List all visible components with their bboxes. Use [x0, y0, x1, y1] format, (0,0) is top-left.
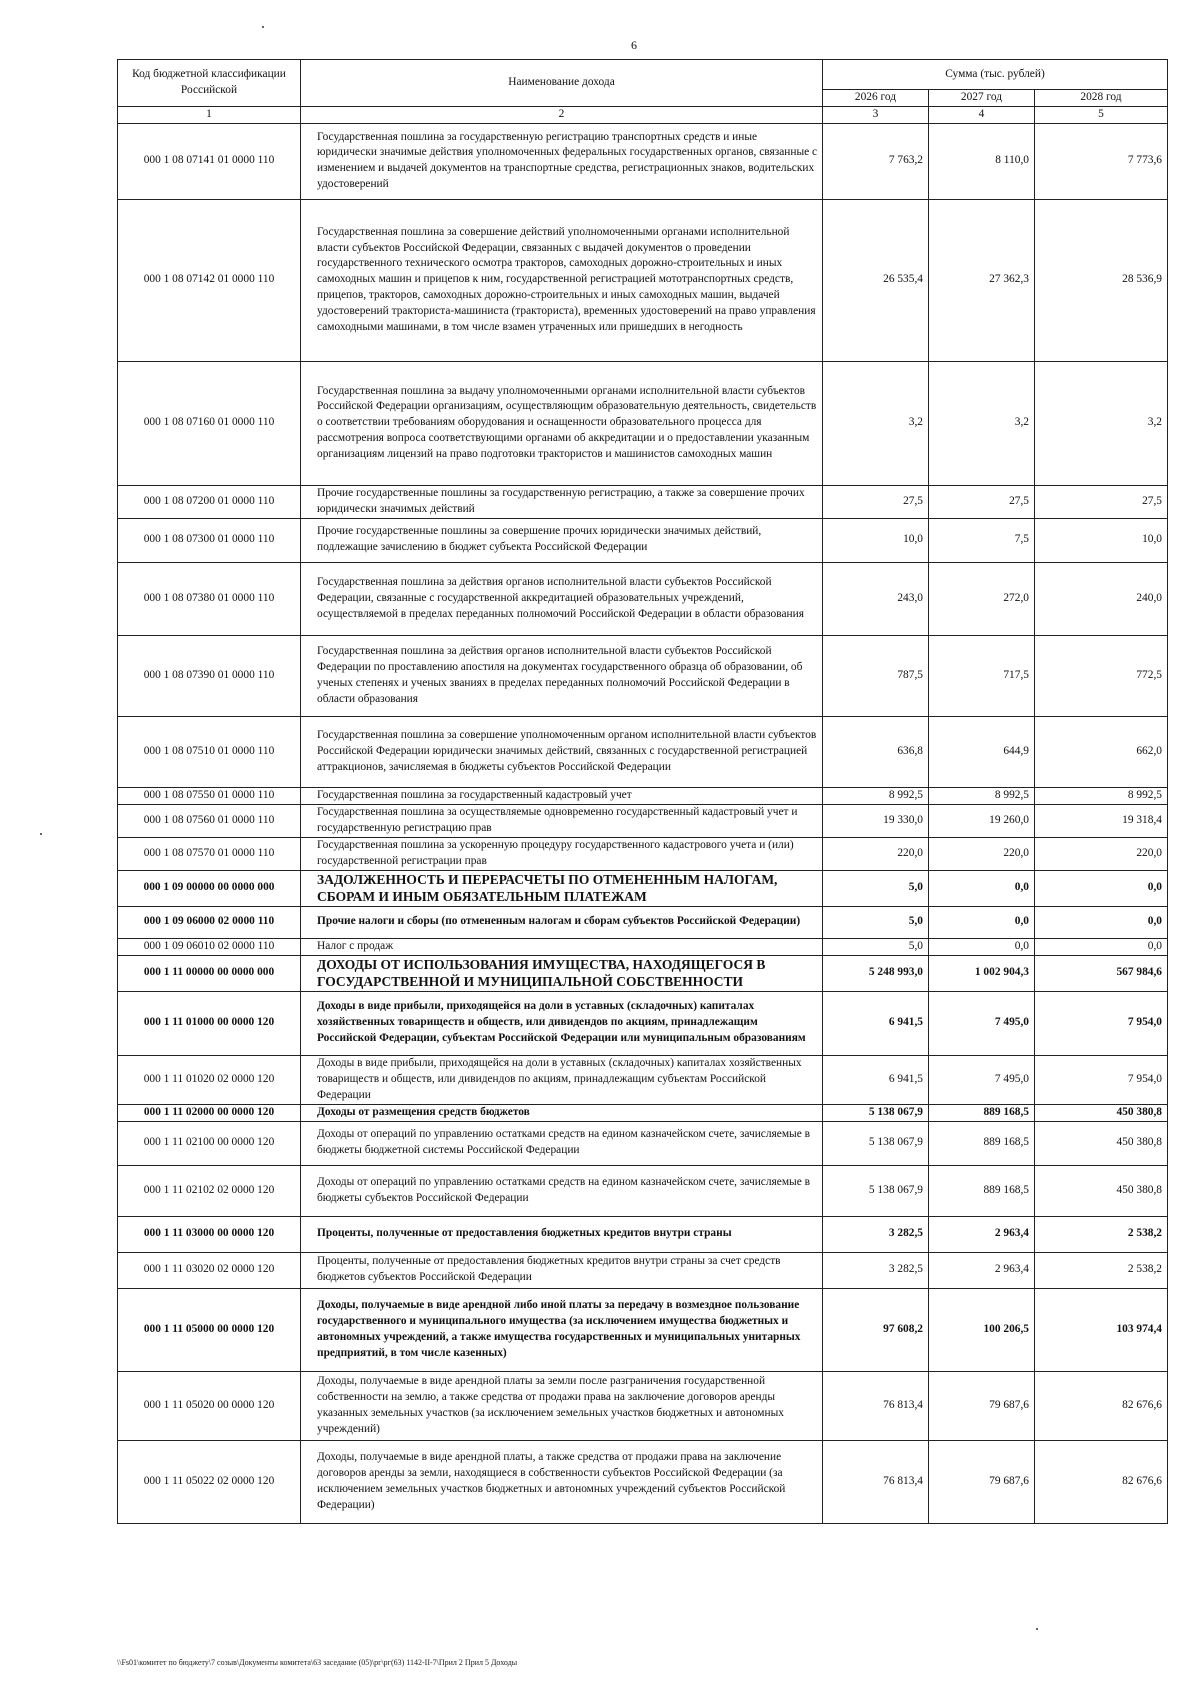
row-value-2026: 7 763,2 — [823, 123, 929, 199]
row-code: 000 1 08 07141 01 0000 110 — [118, 123, 301, 199]
row-value-2028: 82 676,6 — [1035, 1440, 1168, 1523]
row-value-2026: 76 813,4 — [823, 1440, 929, 1523]
table-row — [118, 123, 1168, 199]
row-value-2026: 76 813,4 — [823, 1371, 929, 1440]
row-name: Доходы, получаемые в виде арендной платы за земли после разграничения государственной собственности на землю, а также средства от продажи права на заключение договоров аренды указанных земельных участков (за исключением земельных участков бюджетных и автономных учреждений) — [301, 1371, 823, 1440]
row-value-2027: 3,2 — [929, 361, 1035, 485]
row-value-2028: 82 676,6 — [1035, 1371, 1168, 1440]
row-value-2028: 450 380,8 — [1035, 1165, 1168, 1216]
row-name: Государственная пошлина за совершение уполномоченным органом исполнительной власти субъектов Российской Федерации юридически значимых действий, связанных с государственной регистрацией аттракционов, зачисляемая в бюджеты субъектов Российской Федерации — [301, 716, 823, 787]
row-value-2027: 79 687,6 — [929, 1440, 1035, 1523]
row-value-2026: 243,0 — [823, 562, 929, 635]
row-value-2027: 889 168,5 — [929, 1104, 1035, 1121]
row-value-2028: 0,0 — [1035, 906, 1168, 938]
row-code: 000 1 09 00000 00 0000 000 — [118, 870, 301, 906]
row-value-2026: 3,2 — [823, 361, 929, 485]
row-value-2028: 772,5 — [1035, 635, 1168, 716]
row-name: Проценты, полученные от предоставления бюджетных кредитов внутри страны — [301, 1216, 823, 1252]
row-code: 000 1 11 05020 00 0000 120 — [118, 1371, 301, 1440]
row-name: Прочие налоги и сборы (по отмененным налогам и сборам субъектов Российской Федерации) — [301, 906, 823, 938]
table-row — [118, 361, 1168, 485]
row-value-2028: 103 974,4 — [1035, 1288, 1168, 1371]
row-value-2027: 7 495,0 — [929, 991, 1035, 1055]
row-value-2026: 5 248 993,0 — [823, 955, 929, 991]
table-row — [118, 991, 1168, 1055]
row-code: 000 1 08 07142 01 0000 110 — [118, 199, 301, 361]
row-value-2026: 6 941,5 — [823, 1055, 929, 1104]
row-value-2027: 2 963,4 — [929, 1216, 1035, 1252]
row-name: Государственная пошлина за действия органов исполнительной власти субъектов Российской Федерации, связанные с государственной аккредитацией образовательных учреждений, осуществляемой в пределах переданных полномочий Российской Федерации в области образования — [301, 562, 823, 635]
row-code: 000 1 08 07160 01 0000 110 — [118, 361, 301, 485]
row-name: ЗАДОЛЖЕННОСТЬ И ПЕРЕРАСЧЕТЫ ПО ОТМЕНЕННЫМ НАЛОГАМ, СБОРАМ И ИНЫМ ОБЯЗАТЕЛЬНЫМ ПЛАТЕЖАМ — [301, 870, 823, 906]
table-row — [118, 804, 1168, 837]
row-name: Государственная пошлина за ускоренную процедуру государственного кадастрового учета и (или) государственной регистрации прав — [301, 837, 823, 870]
row-value-2027: 27,5 — [929, 485, 1035, 518]
table-row — [118, 716, 1168, 787]
row-name: Доходы от операций по управлению остатками средств на едином казначейском счете, зачисляемые в бюджеты субъектов Российской Федерации — [301, 1165, 823, 1216]
header-year: 2027 год — [929, 90, 1035, 107]
row-value-2028: 2 538,2 — [1035, 1216, 1168, 1252]
table-row — [118, 938, 1168, 955]
column-number: 4 — [929, 106, 1035, 123]
row-value-2027: 27 362,3 — [929, 199, 1035, 361]
table-row — [118, 955, 1168, 991]
row-code: 000 1 08 07570 01 0000 110 — [118, 837, 301, 870]
row-value-2026: 10,0 — [823, 518, 929, 562]
table-row — [118, 1288, 1168, 1371]
header-year: 2026 год — [823, 90, 929, 107]
table-row — [118, 199, 1168, 361]
header-name: Наименование дохода — [301, 60, 823, 107]
row-value-2027: 889 168,5 — [929, 1121, 1035, 1165]
row-name: Прочие государственные пошлины за государственную регистрацию, а также за совершение прочих юридически значимых действий — [301, 485, 823, 518]
column-number: 2 — [301, 106, 823, 123]
revenue-table — [117, 59, 1168, 1524]
row-value-2028: 567 984,6 — [1035, 955, 1168, 991]
row-code: 000 1 09 06010 02 0000 110 — [118, 938, 301, 955]
row-value-2026: 5,0 — [823, 870, 929, 906]
row-name: Государственная пошлина за совершение действий уполномоченными органами исполнительной власти субъектов Российской Федерации, связанных с выдачей документов о проведении государственного технического осмотра тракторов, самоходных дорожно-строительных и иных самоходных машин и прицепов к ним, государственной регистрацией мототранспортных средств, прицепов, тракторов, самоходных дорожно-строительных и иных самоходных машин, выдачей удостоверений тракториста-машиниста (тракториста), временных удостоверений на право управления самоходными машинами, в том числе взамен утраченных или пришедших в негодность — [301, 199, 823, 361]
table-row — [118, 635, 1168, 716]
header-code: Код бюджетной классификации Российской — [118, 60, 301, 107]
table-row — [118, 1440, 1168, 1523]
row-code: 000 1 11 03020 02 0000 120 — [118, 1252, 301, 1288]
row-value-2028: 7 954,0 — [1035, 991, 1168, 1055]
row-code: 000 1 11 03000 00 0000 120 — [118, 1216, 301, 1252]
row-value-2026: 6 941,5 — [823, 991, 929, 1055]
row-value-2027: 1 002 904,3 — [929, 955, 1035, 991]
row-value-2028: 450 380,8 — [1035, 1104, 1168, 1121]
row-code: 000 1 11 02000 00 0000 120 — [118, 1104, 301, 1121]
row-code: 000 1 11 05022 02 0000 120 — [118, 1440, 301, 1523]
row-code: 000 1 08 07200 01 0000 110 — [118, 485, 301, 518]
table-row — [118, 1055, 1168, 1104]
row-value-2027: 8 992,5 — [929, 787, 1035, 804]
table-row — [118, 1252, 1168, 1288]
column-number: 1 — [118, 106, 301, 123]
row-value-2027: 19 260,0 — [929, 804, 1035, 837]
row-name: Государственная пошлина за осуществляемые одновременно государственный кадастровый учет и государственную регистрацию прав — [301, 804, 823, 837]
row-code: 000 1 11 05000 00 0000 120 — [118, 1288, 301, 1371]
row-value-2028: 10,0 — [1035, 518, 1168, 562]
table-row — [118, 1121, 1168, 1165]
row-value-2027: 0,0 — [929, 906, 1035, 938]
table-row — [118, 787, 1168, 804]
table-row — [118, 1104, 1168, 1121]
scan-speck — [40, 833, 42, 835]
table-row — [118, 1216, 1168, 1252]
row-value-2028: 240,0 — [1035, 562, 1168, 635]
row-value-2026: 636,8 — [823, 716, 929, 787]
row-value-2027: 0,0 — [929, 870, 1035, 906]
row-value-2028: 7 773,6 — [1035, 123, 1168, 199]
row-name: Доходы от размещения средств бюджетов — [301, 1104, 823, 1121]
row-code: 000 1 11 02100 00 0000 120 — [118, 1121, 301, 1165]
row-code: 000 1 08 07390 01 0000 110 — [118, 635, 301, 716]
row-value-2027: 272,0 — [929, 562, 1035, 635]
row-code: 000 1 09 06000 02 0000 110 — [118, 906, 301, 938]
row-value-2028: 27,5 — [1035, 485, 1168, 518]
row-value-2026: 5,0 — [823, 938, 929, 955]
row-name: Доходы, получаемые в виде арендной платы, а также средства от продажи права на заключение договоров аренды за земли, находящиеся в собственности субъектов Российской Федерации (за исключением земельных участков бюджетных и автономных учреждений субъектов Российской Федерации) — [301, 1440, 823, 1523]
scan-speck — [1036, 1628, 1038, 1630]
row-code: 000 1 08 07560 01 0000 110 — [118, 804, 301, 837]
row-value-2026: 787,5 — [823, 635, 929, 716]
row-value-2026: 5 138 067,9 — [823, 1121, 929, 1165]
row-value-2028: 19 318,4 — [1035, 804, 1168, 837]
scan-speck — [262, 26, 264, 28]
row-value-2026: 5 138 067,9 — [823, 1165, 929, 1216]
column-number: 3 — [823, 106, 929, 123]
row-value-2027: 8 110,0 — [929, 123, 1035, 199]
row-value-2027: 717,5 — [929, 635, 1035, 716]
row-value-2027: 7,5 — [929, 518, 1035, 562]
row-value-2027: 7 495,0 — [929, 1055, 1035, 1104]
row-name: Доходы, получаемые в виде арендной либо иной платы за передачу в возмездное пользование государственного и муниципального имущества (за исключением имущества бюджетных и автономных учреждений, а также имущества государственных и муниципальных унитарных предприятий, в том числе казенных) — [301, 1288, 823, 1371]
row-value-2028: 450 380,8 — [1035, 1121, 1168, 1165]
header-sum: Сумма (тыс. рублей) — [823, 60, 1168, 90]
row-value-2028: 8 992,5 — [1035, 787, 1168, 804]
file-path-footer: \\Fs01\комитет по бюджету\7 созыв\Документы комитета\63 заседание (05)\рг\рг(63) 1142-II-7\Прил 2 Прил 5 Доходы — [117, 1658, 518, 1667]
row-code: 000 1 11 02102 02 0000 120 — [118, 1165, 301, 1216]
table-row — [118, 518, 1168, 562]
table-row — [118, 1371, 1168, 1440]
row-value-2026: 97 608,2 — [823, 1288, 929, 1371]
row-value-2026: 19 330,0 — [823, 804, 929, 837]
row-name: Государственная пошлина за выдачу уполномоченными органами исполнительной власти субъектов Российской Федерации организациям, осуществляющим образовательную деятельность, свидетельств о соответствии требованиям оборудования и оснащенности образовательного процесса для рассмотрения вопроса соответствующими органами об аккредитации и о предоставлении указанным организациям лицензий на право подготовки трактористов и машинистов самоходных машин — [301, 361, 823, 485]
row-name: Проценты, полученные от предоставления бюджетных кредитов внутри страны за счет средств бюджетов субъектов Российской Федерации — [301, 1252, 823, 1288]
row-value-2026: 5,0 — [823, 906, 929, 938]
row-value-2027: 889 168,5 — [929, 1165, 1035, 1216]
row-value-2026: 220,0 — [823, 837, 929, 870]
row-value-2028: 662,0 — [1035, 716, 1168, 787]
header-year: 2028 год — [1035, 90, 1168, 107]
row-value-2028: 28 536,9 — [1035, 199, 1168, 361]
row-name: ДОХОДЫ ОТ ИСПОЛЬЗОВАНИЯ ИМУЩЕСТВА, НАХОДЯЩЕГОСЯ В ГОСУДАРСТВЕННОЙ И МУНИЦИПАЛЬНОЙ СОБСТВЕННОСТИ — [301, 955, 823, 991]
row-value-2028: 0,0 — [1035, 938, 1168, 955]
row-value-2027: 644,9 — [929, 716, 1035, 787]
row-code: 000 1 11 01000 00 0000 120 — [118, 991, 301, 1055]
row-value-2028: 220,0 — [1035, 837, 1168, 870]
row-name: Государственная пошлина за государственную регистрацию транспортных средств и иные юридически значимые действия уполномоченных федеральных государственных органов, связанные с изменением и выдачей документов на транспортные средства, регистрационных знаков, водительских удостоверений — [301, 123, 823, 199]
row-value-2027: 79 687,6 — [929, 1371, 1035, 1440]
row-value-2028: 2 538,2 — [1035, 1252, 1168, 1288]
row-code: 000 1 08 07550 01 0000 110 — [118, 787, 301, 804]
row-code: 000 1 11 01020 02 0000 120 — [118, 1055, 301, 1104]
table-row — [118, 906, 1168, 938]
row-value-2026: 3 282,5 — [823, 1252, 929, 1288]
row-value-2027: 100 206,5 — [929, 1288, 1035, 1371]
row-name: Доходы в виде прибыли, приходящейся на доли в уставных (складочных) капиталах хозяйственных товариществ и обществ, или дивидендов по акциям, принадлежащим Российской Федерации, субъектам Российской Федерации или муниципальным образованиям — [301, 991, 823, 1055]
row-code: 000 1 08 07380 01 0000 110 — [118, 562, 301, 635]
row-value-2027: 0,0 — [929, 938, 1035, 955]
row-name: Государственная пошлина за действия органов исполнительной власти субъектов Российской Федерации по проставлению апостиля на документах государственного образца об образовании, об ученых степенях и ученых званиях в пределах переданных полномочий Российской Федерации в области образования — [301, 635, 823, 716]
row-value-2028: 7 954,0 — [1035, 1055, 1168, 1104]
table-row — [118, 870, 1168, 906]
page-number: 6 — [631, 38, 637, 52]
row-name: Доходы в виде прибыли, приходящейся на доли в уставных (складочных) капиталах хозяйственных товариществ и обществ, или дивидендов по акциям, принадлежащим субъектам Российской Федерации — [301, 1055, 823, 1104]
row-value-2026: 26 535,4 — [823, 199, 929, 361]
table-row — [118, 1165, 1168, 1216]
row-name: Налог с продаж — [301, 938, 823, 955]
table-row — [118, 562, 1168, 635]
row-value-2026: 8 992,5 — [823, 787, 929, 804]
row-name: Государственная пошлина за государственный кадастровый учет — [301, 787, 823, 804]
row-value-2028: 3,2 — [1035, 361, 1168, 485]
table-row — [118, 485, 1168, 518]
row-code: 000 1 11 00000 00 0000 000 — [118, 955, 301, 991]
row-value-2027: 2 963,4 — [929, 1252, 1035, 1288]
row-value-2026: 3 282,5 — [823, 1216, 929, 1252]
row-name: Прочие государственные пошлины за совершение прочих юридически значимых действий, подлежащие зачислению в бюджет субъекта Российской Федерации — [301, 518, 823, 562]
column-number: 5 — [1035, 106, 1168, 123]
row-value-2027: 220,0 — [929, 837, 1035, 870]
row-code: 000 1 08 07300 01 0000 110 — [118, 518, 301, 562]
row-code: 000 1 08 07510 01 0000 110 — [118, 716, 301, 787]
row-value-2026: 27,5 — [823, 485, 929, 518]
row-value-2026: 5 138 067,9 — [823, 1104, 929, 1121]
row-name: Доходы от операций по управлению остатками средств на едином казначейском счете, зачисляемые в бюджеты бюджетной системы Российской Федерации — [301, 1121, 823, 1165]
row-value-2028: 0,0 — [1035, 870, 1168, 906]
table-row — [118, 837, 1168, 870]
